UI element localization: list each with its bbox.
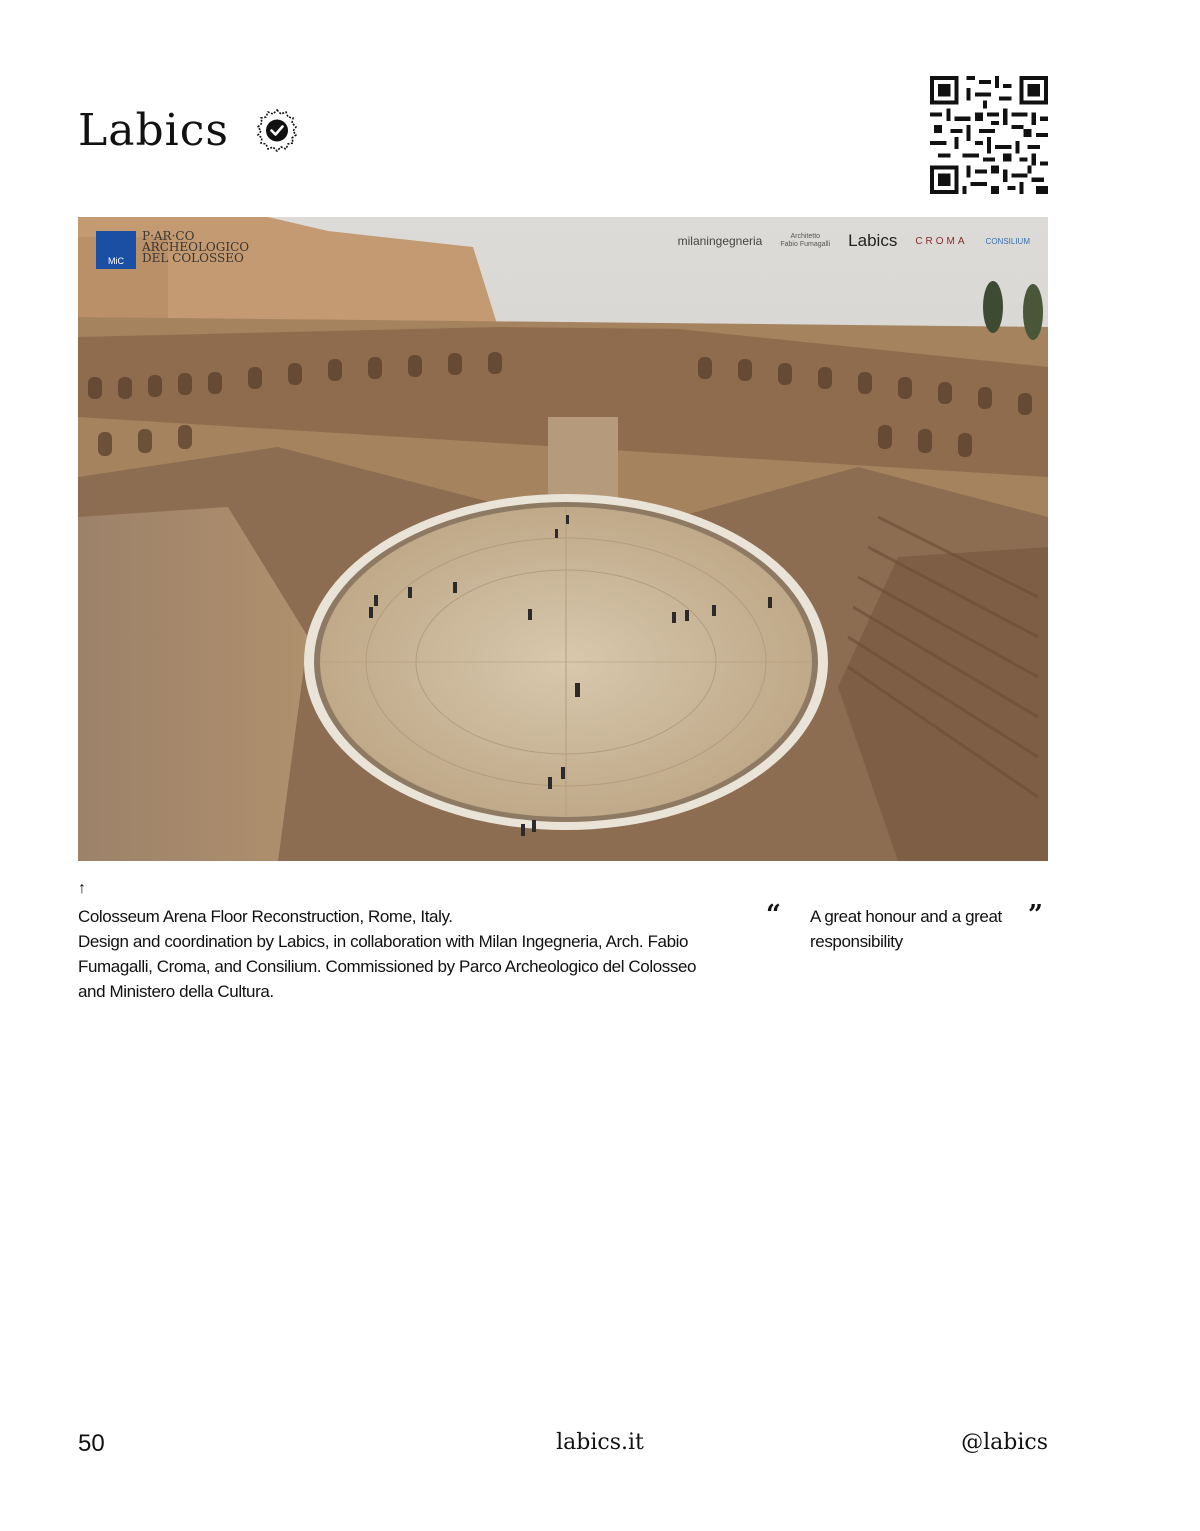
pull-quote: A great honour and a great responsibility <box>810 907 1002 951</box>
partner-architect-line-2: Fabio Fumagalli <box>780 241 831 248</box>
open-quote-icon: “ <box>766 900 781 930</box>
park-logo-line-1: P·AR·CO <box>142 229 195 243</box>
close-quote-icon: ” <box>1028 900 1043 930</box>
colosseum-arena-photo <box>78 217 1048 861</box>
social-handle[interactable]: @labics <box>961 1430 1048 1455</box>
park-logo-line-3: DEL COLOSSEO <box>142 251 244 265</box>
park-logo <box>96 231 249 269</box>
brand-name: Labics <box>78 104 229 156</box>
page-number: 50 <box>78 1430 105 1457</box>
partner-milan-logo: milaningegneria <box>677 234 763 248</box>
partner-architect-line-1: Architetto <box>790 233 821 240</box>
partner-logos <box>678 231 1030 251</box>
up-arrow-icon: ↑ <box>78 880 86 897</box>
colosseum-illustration <box>78 217 1048 861</box>
caption-title: Colosseum Arena Floor Reconstruction, Rome, Italy. <box>78 907 453 926</box>
website-link-text[interactable]: labics.it <box>556 1430 644 1455</box>
partner-labics-logo: Labics <box>848 231 898 250</box>
park-logo-line-2: ARCHEOLOGICO <box>142 240 250 254</box>
park-logo-text <box>142 231 249 264</box>
photo-caption <box>78 904 718 1004</box>
partner-architect-logo <box>780 233 830 249</box>
mic-logo: MiC <box>96 231 136 269</box>
partner-consilium-logo: CONSILIUM <box>985 236 1030 246</box>
qr-code-icon[interactable] <box>930 76 1048 194</box>
partner-croma-logo: CROMA <box>915 235 968 247</box>
brand-header <box>78 98 299 162</box>
verified-badge-icon <box>255 108 299 152</box>
caption-body: Design and coordination by Labics, in collaboration with Milan Ingegneria, Arch. Fabio Fumagalli, Croma, and Consilium. Commissioned by Parco Archeologico del Colosseo and Ministero della Cultura. <box>78 932 697 1001</box>
